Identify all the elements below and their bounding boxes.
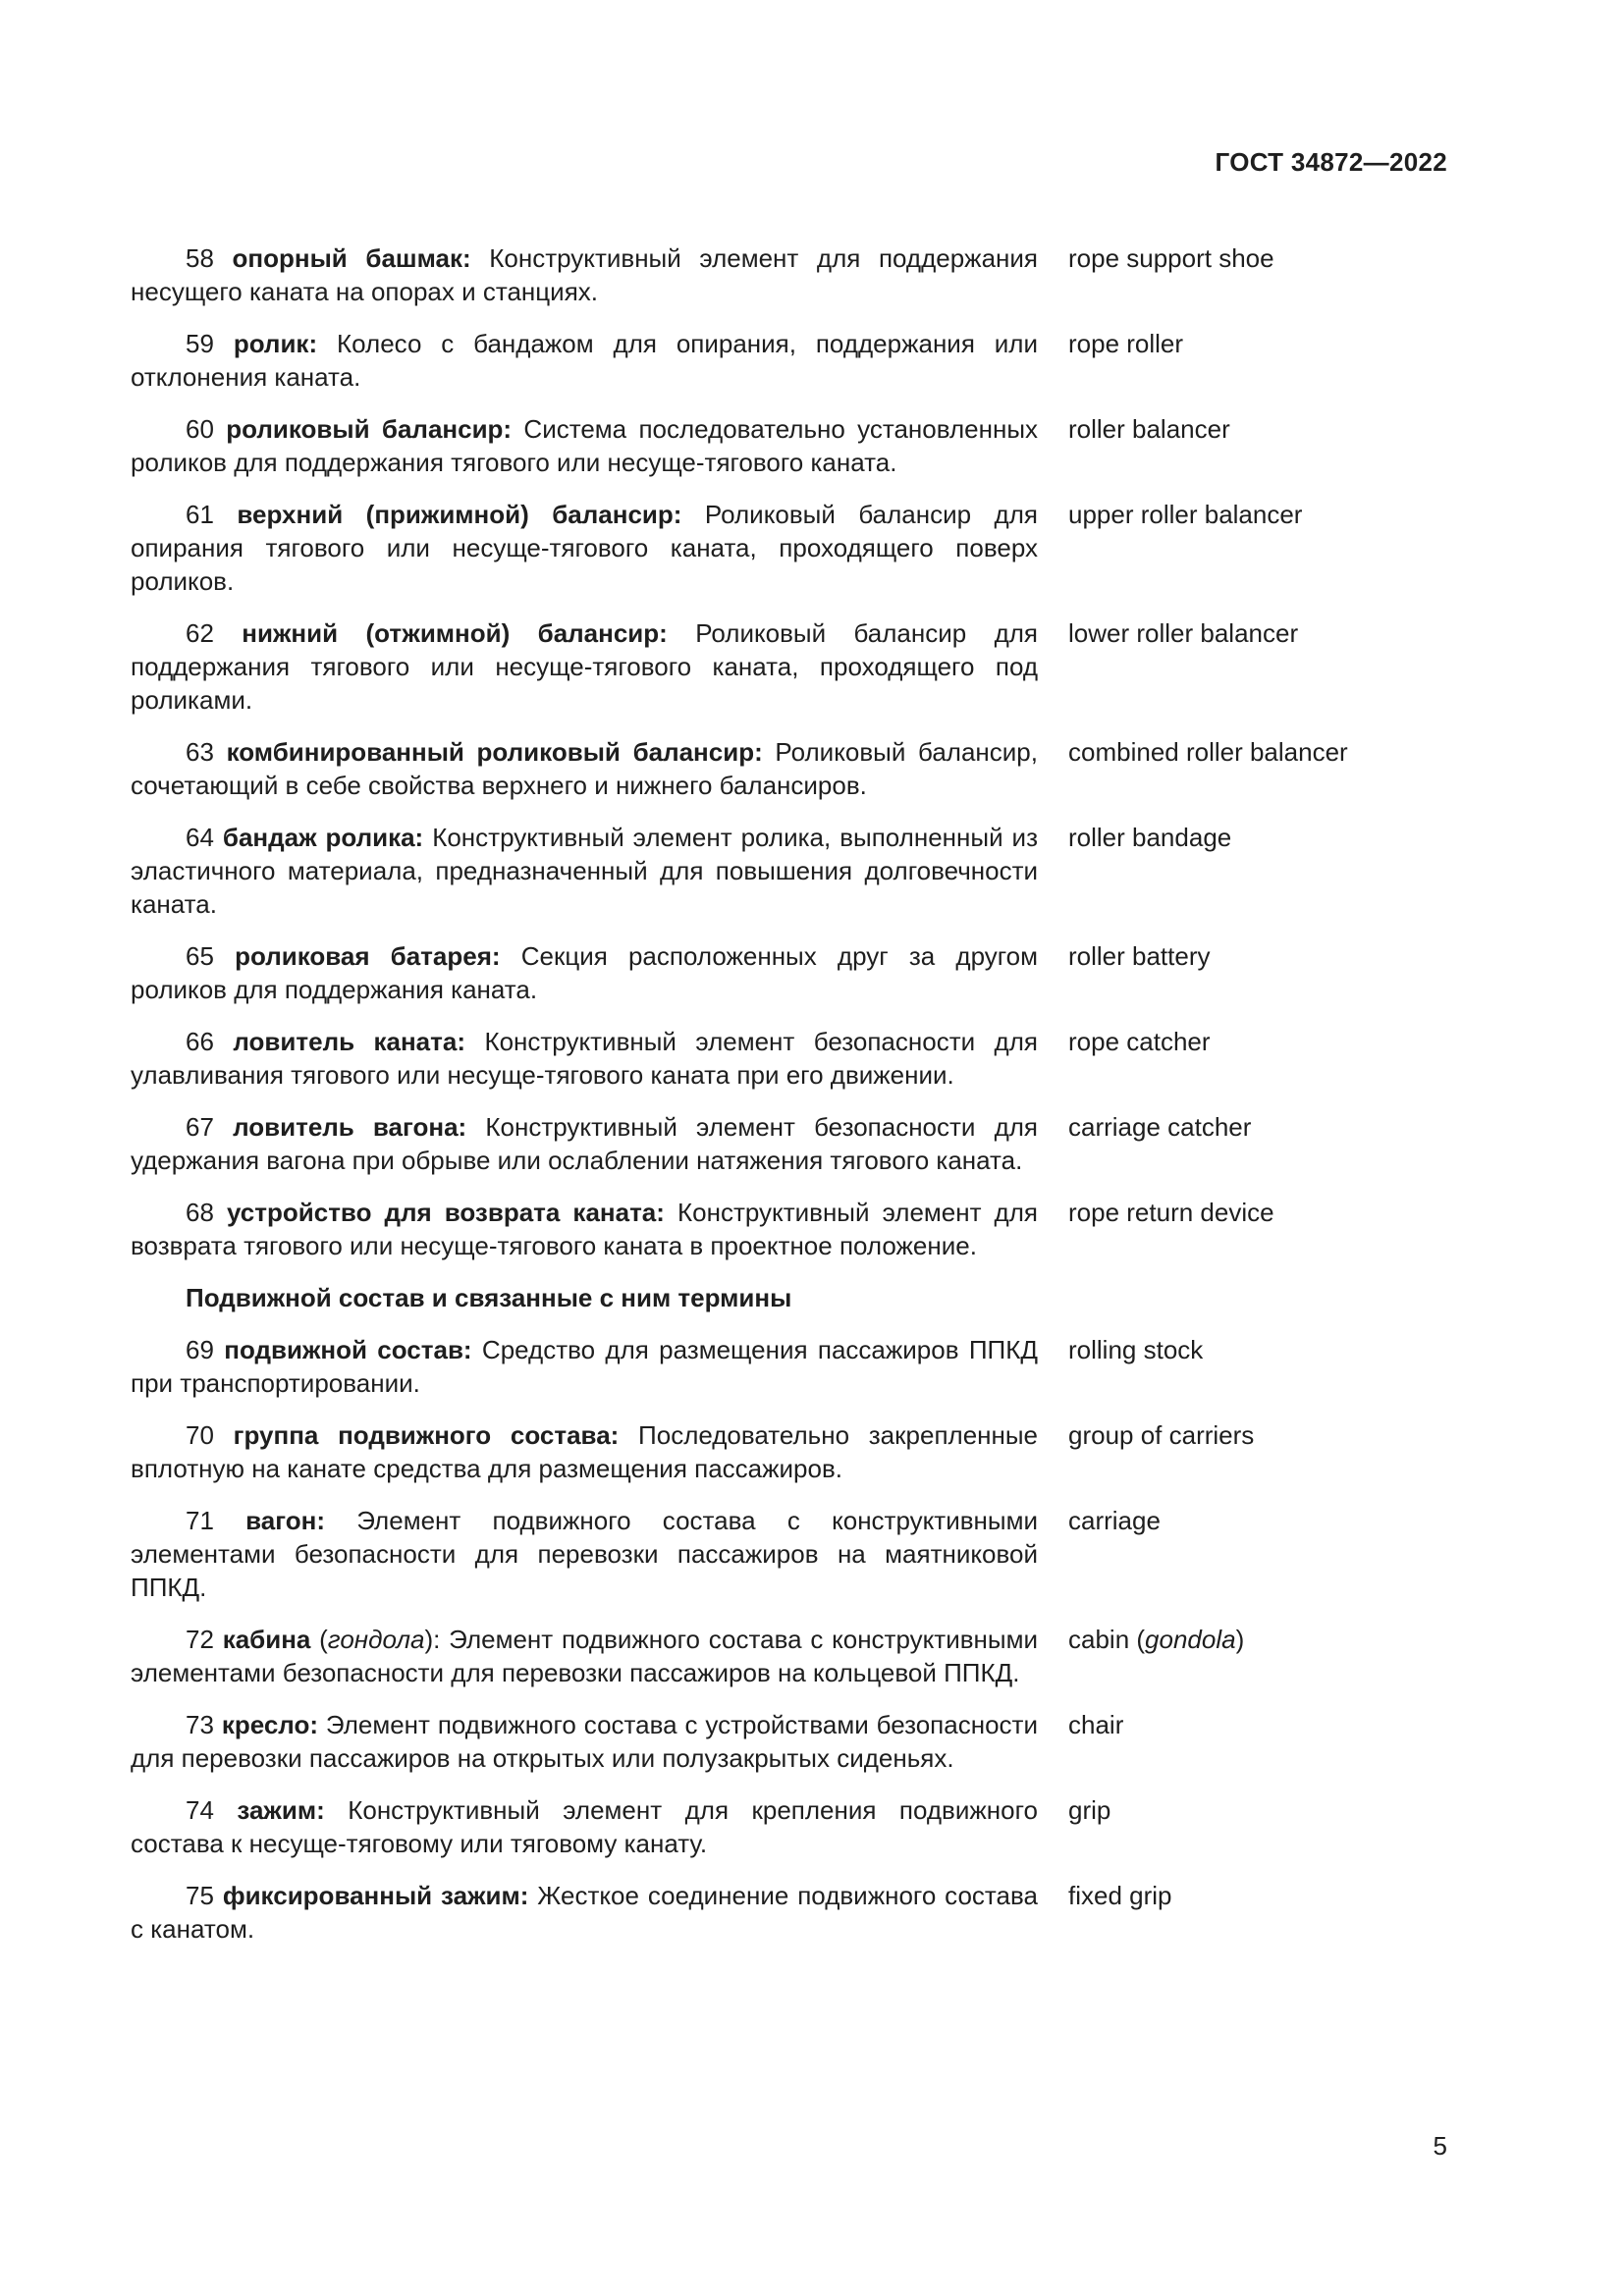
- term-definition: 73 кресло: Элемент подвижного состава с устройствами безопасности для перевозки пассажиров на открытых или полузакрытых сиденьях.: [131, 1710, 1038, 1773]
- term-entry-67: [131, 1110, 1397, 1177]
- term-russian: устройство для возврата каната:: [226, 1198, 665, 1227]
- term-russian: подвижной состав:: [224, 1335, 472, 1364]
- term-english: rope return device: [1068, 1198, 1274, 1227]
- term-russian: ловитель вагона:: [233, 1112, 467, 1142]
- term-english: grip: [1068, 1795, 1111, 1825]
- term-russian: опорный башмак:: [232, 243, 471, 273]
- term-english: combined roller balancer: [1068, 737, 1348, 767]
- term-russian: ролик:: [233, 329, 318, 358]
- term-definition: 69 подвижной состав: Средство для размещения пассажиров ППКД при транспортировании.: [131, 1335, 1038, 1398]
- term-entry-72: [131, 1623, 1397, 1689]
- term-entry-75: [131, 1879, 1397, 1946]
- term-entry-58: [131, 241, 1397, 308]
- term-definition: 67 ловитель вагона: Конструктивный элемент безопасности для удержания вагона при обрыве или ослаблении натяжения тягового каната.: [131, 1112, 1038, 1175]
- term-english: fixed grip: [1068, 1881, 1172, 1910]
- term-entry-68: [131, 1196, 1397, 1262]
- term-english: carriage: [1068, 1506, 1161, 1535]
- term-entry-71: [131, 1504, 1397, 1604]
- term-english: carriage catcher: [1068, 1112, 1252, 1142]
- term-english: roller bandage: [1068, 823, 1232, 852]
- term-definition: 66 ловитель каната: Конструктивный элемент безопасности для улавливания тягового или несуще-тягового каната при его движении.: [131, 1027, 1038, 1090]
- term-russian: зажим:: [237, 1795, 325, 1825]
- term-entry-69: [131, 1333, 1397, 1400]
- term-entry-65: [131, 939, 1397, 1006]
- term-russian: бандаж ролика:: [222, 823, 424, 852]
- term-entry-73: [131, 1708, 1397, 1775]
- term-definition: 65 роликовая батарея: Секция расположенных друг за другом роликов для поддержания каната.: [131, 941, 1038, 1004]
- term-definition: 58 опорный башмак: Конструктивный элемент для поддержания несущего каната на опорах и станциях.: [131, 243, 1038, 306]
- term-definition: 75 фиксированный зажим: Жесткое соединение подвижного состава с канатом.: [131, 1881, 1038, 1944]
- term-definition: 72 кабина (гондола): Элемент подвижного состава с конструктивными элементами безопасности для перевозки пассажиров на кольцевой ППКД.: [131, 1625, 1038, 1687]
- term-definition: 64 бандаж ролика: Конструктивный элемент ролика, выполненный из эластичного материала, предназначенный для повышения долговечности каната.: [131, 823, 1038, 919]
- term-definition: 62 нижний (отжимной) балансир: Роликовый балансир для поддержания тягового или несуще-тягового каната, проходящего под роликами.: [131, 618, 1039, 715]
- term-english: cabin (gondola): [1068, 1625, 1245, 1654]
- term-definition: 68 устройство для возврата каната: Конструктивный элемент для возврата тягового или несуще-тягового каната в проектное положение.: [131, 1198, 1038, 1260]
- term-english: rope catcher: [1068, 1027, 1211, 1056]
- term-russian: комбинированный роликовый балансир:: [226, 737, 763, 767]
- term-english: upper roller balancer: [1068, 500, 1303, 529]
- term-definition: 74 зажим: Конструктивный элемент для крепления подвижного состава к несуще-тяговому или тяговому канату.: [131, 1795, 1038, 1858]
- term-entry-61: [131, 498, 1397, 598]
- term-definition: 59 ролик: Колесо с бандажом для опирания, поддержания или отклонения каната.: [131, 329, 1038, 392]
- term-english: lower roller balancer: [1068, 618, 1299, 648]
- term-english: roller battery: [1068, 941, 1211, 971]
- term-entry-74: [131, 1793, 1397, 1860]
- term-russian: верхний (прижимной) балансир:: [237, 500, 682, 529]
- term-russian: кресло:: [221, 1710, 318, 1739]
- term-russian: группа подвижного состава:: [233, 1420, 620, 1450]
- term-english: rope support shoe: [1068, 243, 1274, 273]
- document-code: ГОСТ 34872—2022: [1215, 147, 1447, 177]
- term-russian: фиксированный зажим:: [222, 1881, 529, 1910]
- section-heading: Подвижной состав и связанные с ним термины: [186, 1283, 792, 1312]
- term-russian: кабина: [222, 1625, 311, 1654]
- term-russian: роликовый балансир:: [226, 414, 513, 444]
- term-russian: вагон:: [245, 1506, 325, 1535]
- term-russian: ловитель каната:: [233, 1027, 465, 1056]
- term-entry-63: [131, 735, 1397, 802]
- term-entry-59: [131, 327, 1397, 394]
- term-english: rope roller: [1068, 329, 1184, 358]
- term-russian: роликовая батарея:: [235, 941, 501, 971]
- term-definition: 63 комбинированный роликовый балансир: Роликовый балансир, сочетающий в себе свойства верхнего и нижнего балансиров.: [131, 737, 1038, 800]
- term-definition: 61 верхний (прижимной) балансир: Роликовый балансир для опирания тягового или несуще-тягового каната, проходящего поверх роликов.: [131, 500, 1038, 596]
- term-english: roller balancer: [1068, 414, 1230, 444]
- page-number: 5: [1433, 2131, 1447, 2161]
- term-entry-60: [131, 412, 1397, 479]
- terms-list: [131, 241, 1397, 1964]
- term-english-synonym: gondola: [1145, 1625, 1236, 1654]
- term-definition: 70 группа подвижного состава: Последовательно закрепленные вплотную на канате средства для размещения пассажиров.: [131, 1420, 1039, 1483]
- term-entry-66: [131, 1025, 1397, 1092]
- term-entry-70: [131, 1418, 1397, 1485]
- term-english: group of carriers: [1068, 1420, 1255, 1450]
- term-synonym: гондола: [327, 1625, 425, 1654]
- term-english: chair: [1068, 1710, 1124, 1739]
- term-entry-64: [131, 821, 1397, 921]
- term-definition: 71 вагон: Элемент подвижного состава с конструктивными элементами безопасности для перевозки пассажиров на маятниковой ППКД.: [131, 1506, 1038, 1602]
- term-english: rolling stock: [1068, 1335, 1204, 1364]
- term-russian: нижний (отжимной) балансир:: [242, 618, 668, 648]
- term-entry-62: [131, 616, 1397, 717]
- term-definition: 60 роликовый балансир: Система последовательно установленных роликов для поддержания тягового или несуще-тягового каната.: [131, 414, 1039, 477]
